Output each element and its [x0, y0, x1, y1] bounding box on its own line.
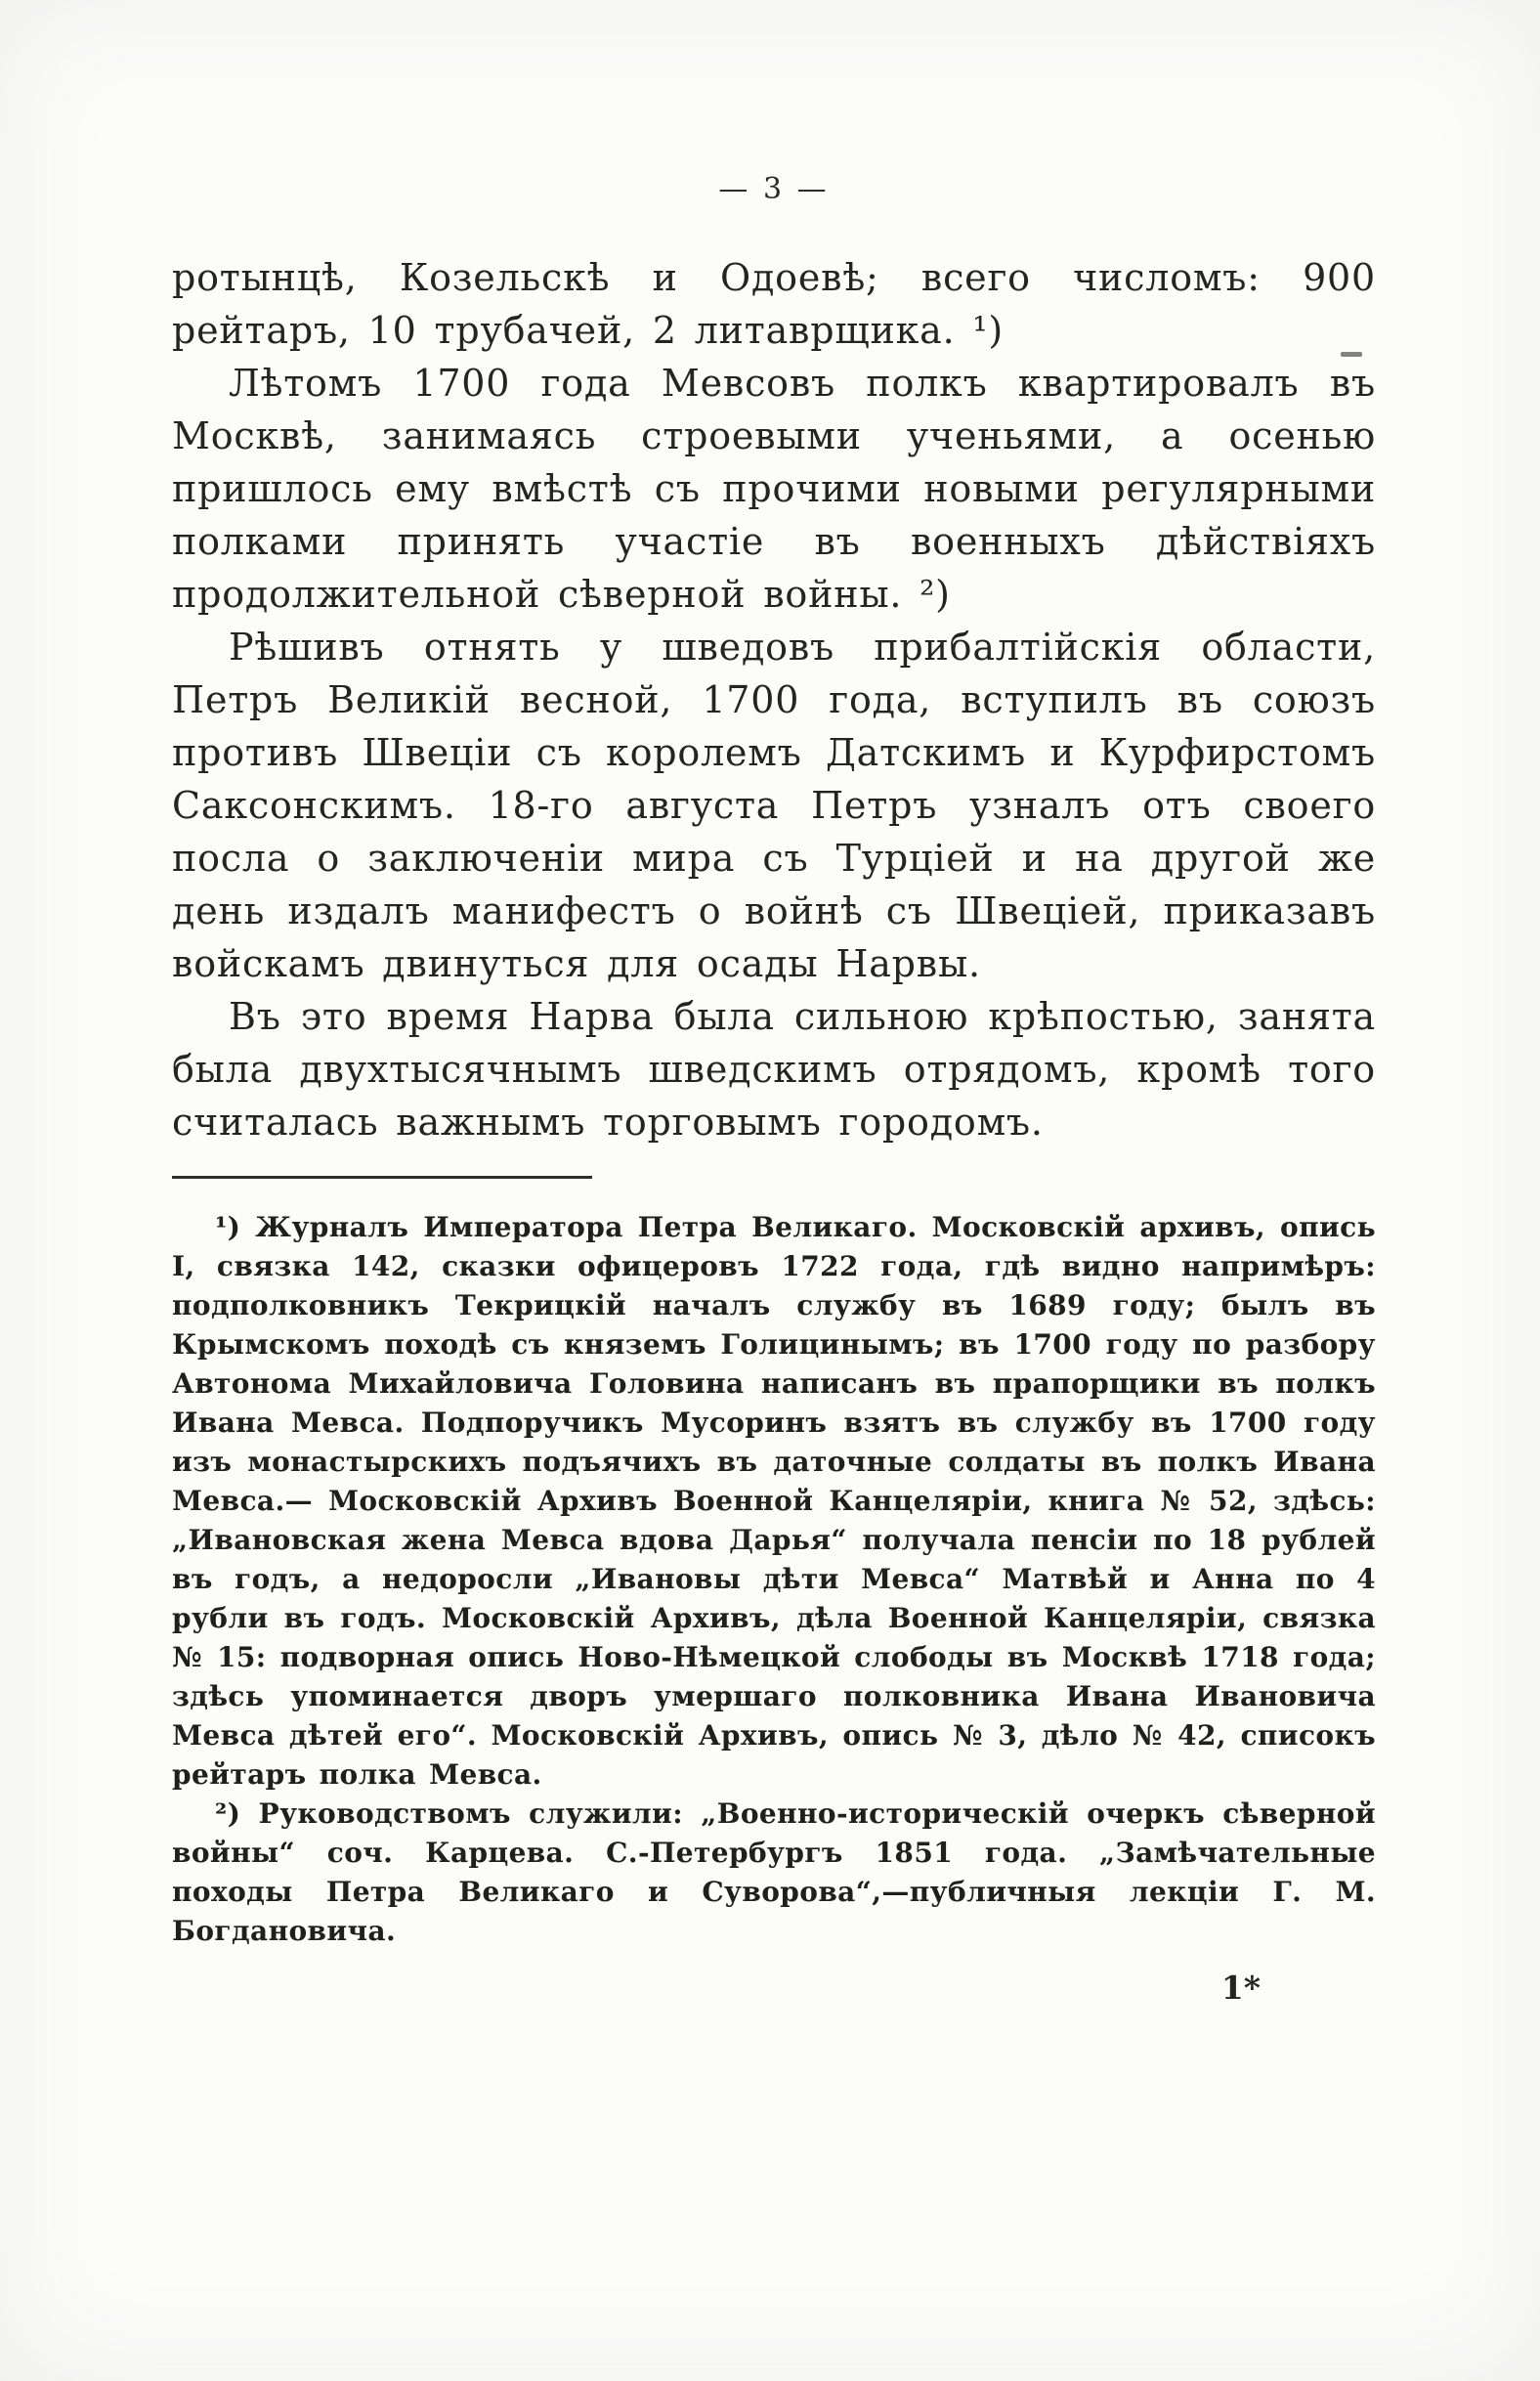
footnote-separator: [172, 1176, 592, 1179]
page-number: — 3 —: [718, 172, 830, 206]
footnote-1: ¹) Журналъ Императора Петра Великаго. Московскій архивъ, опись I, связка 142, сказки офицеровъ 1722 года, гдѣ видно напримѣръ: подполковникъ Текрицкій началъ службу въ 1689 году; былъ въ Крымскомъ походѣ съ княземъ Голицинымъ; въ 1700 году по разбору Автонома Михайловича Головина написанъ въ прапорщики въ полкъ Ивана Мевса. Подпоручикъ Мусоринъ взятъ въ службу въ 1700 году изъ монастырскихъ подъячихъ въ даточные солдаты въ полкъ Ивана Мевса.— Московскій Архивъ Военной Канцеляріи, книга № 52, здѣсь: „Ивановская жена Мевса вдова Дарья“ получала пенсіи по 18 рублей въ годъ, а недоросли „Ивановы дѣти Мевса“ Матвѣй и Анна по 4 рубли въ годъ. Московскій Архивъ, дѣла Военной Канцеляріи, связка № 15: подворная опись Ново-Нѣмецкой слободы въ Москвѣ 1718 года; здѣсь упоминается дворъ умершаго полковника Ивана Ивановича Мевса дѣтей его“. Московскій Архивъ, опись № 3, дѣло № 42, списокъ рейтаръ полка Мевса.: [172, 1211, 1376, 1791]
footnotes: [172, 1208, 1376, 1951]
scan-artifact-dash: [1341, 352, 1362, 357]
signature-mark: 1*: [1220, 1969, 1261, 2007]
paragraph-2: Лѣтомъ 1700 года Мевсовъ полкъ квартировалъ въ Москвѣ, занимаясь строевыми ученьями, а осенью пришлось ему вмѣстѣ съ прочими новыми регулярными полками принять участіе въ военныхъ дѣйствіяхъ продолжительной сѣверной войны. ²): [172, 362, 1376, 616]
main-text: [172, 251, 1376, 1148]
paragraph-4: Въ это время Нарва была сильною крѣпостью, занята была двухтысячнымъ шведскимъ отрядомъ, кромѣ того считалась важнымъ торговымъ городомъ.: [172, 995, 1376, 1144]
paragraph-3: Рѣшивъ отнять у шведовъ прибалтійскія области, Петръ Великій весной, 1700 года, вступилъ въ союзъ противъ Швеціи съ королемъ Датскимъ и Курфирстомъ Саксонскимъ. 18-го августа Петръ узналъ отъ своего посла о заключеніи мира съ Турціей и на другой же день издалъ манифестъ о войнѣ съ Швеціей, приказавъ войскамъ двинуться для осады Нарвы.: [172, 626, 1376, 985]
page-content: [172, 0, 1376, 2007]
paragraph-1: ротынцѣ, Козельскѣ и Одоевѣ; всего числомъ: 900 рейтаръ, 10 трубачей, 2 литаврщика. ¹): [172, 256, 1376, 352]
footnote-2: ²) Руководствомъ служили: „Военно-историческій очеркъ сѣверной войны“ соч. Карцева. С.-Петербургъ 1851 года. „Замѣчательные походы Петра Великаго и Суворова“,—публичныя лекціи Г. М. Богдановича.: [172, 1797, 1376, 1947]
